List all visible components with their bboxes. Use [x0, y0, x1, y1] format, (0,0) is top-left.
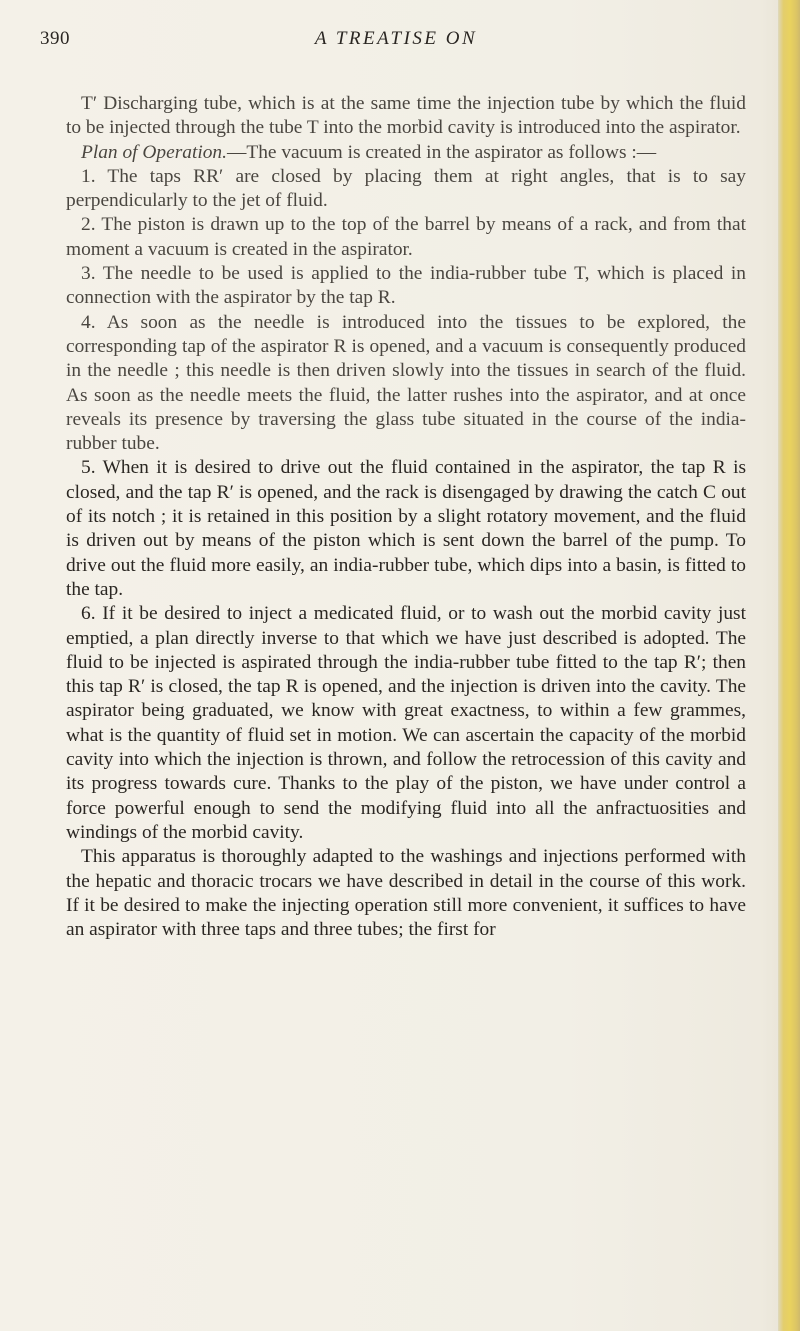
paragraph-discharging-tube: T′ Discharging tube, which is at the same time the injection tube by which the fluid to be injected through the tube T into the morbid cavity is introduced into the aspirator.	[66, 93, 746, 139]
step-4: 4. As soon as the needle is introduced into the tissues to be explored, the corresponding tap of the aspirator R is opened, and a vacuum is consequently produced in the needle ; this needle is then driven slowly into the tissues in search of the fluid. As soon as the needle meets the fluid, the latter rushes into the aspirator, and at once reveals its presence by traversing the glass tube situated in the course of the india-rubber tube.	[66, 311, 746, 455]
plan-intro-text: —The vacuum is created in the aspirator as follows :—	[226, 141, 657, 163]
running-title: A TREATISE ON	[314, 28, 478, 49]
section-heading-plan: Plan of Operation.	[81, 141, 227, 163]
page-edge	[778, 0, 800, 1331]
paragraph-apparatus: This apparatus is thoroughly adapted to the washings and injections performed with the hepatic and thoracic trocars we have described in detail in the course of this work. If it be desired to make the injecting operation still more convenient, it suffices to have an aspirator with three taps and three tubes; the first for	[66, 846, 746, 941]
paragraph-plan-of-operation	[66, 141, 746, 165]
body-text	[66, 92, 746, 942]
step-1: 1. The taps RR′ are closed by placing them at right angles, that is to say perpendicularly to the jet of fluid.	[66, 165, 746, 212]
step-6: 6. If it be desired to inject a medicated fluid, or to wash out the morbid cavity just emptied, a plan directly inverse to that which we have just described is adopted. The fluid to be injected is aspirated through the india-rubber tube fitted to the tap R′; then this tap R′ is closed, the tap R is opened, and the injection is driven into the cavity. The aspirator being graduated, we know with great exactness, to within a few grammes, what is the quantity of fluid set in motion. We can ascertain the capacity of the morbid cavity into which the injection is thrown, and follow the retrocession of this cavity and its progress towards cure. Thanks to the play of the piston, we have under control a force powerful enough to send the modifying fluid into all the anfractuosities and windings of the morbid cavity.	[66, 603, 746, 843]
step-3: 3. The needle to be used is applied to the india-rubber tube T, which is placed in connection with the aspirator by the tap R.	[66, 263, 746, 309]
running-head	[40, 28, 752, 58]
page-number: 390	[40, 28, 70, 49]
step-5: 5. When it is desired to drive out the fluid contained in the aspirator, the tap R is closed, and the tap R′ is opened, and the rack is disengaged by drawing the catch C out of its notch ; it is retained in this position by a slight rotatory movement, and the fluid is driven out by means of the piston which is sent down the barrel of the pump. To drive out the fluid more easily, an india-rubber tube, which dips into a basin, is fitted to the tap.	[66, 457, 746, 600]
step-2: 2. The piston is drawn up to the top of the barrel by means of a rack, and from that moment a vacuum is created in the aspirator.	[66, 214, 746, 260]
